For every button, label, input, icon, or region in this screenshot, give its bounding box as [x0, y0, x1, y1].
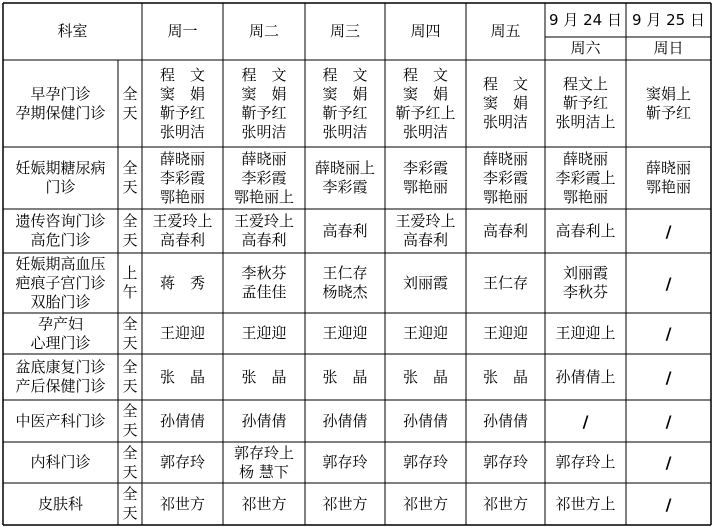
cell-text: 张明洁 — [159, 122, 205, 141]
cell-text: 天 — [122, 231, 138, 249]
cell-text: 高春利 — [241, 231, 287, 249]
doctor-cell-sun — [626, 354, 711, 400]
session-period — [118, 442, 142, 483]
doctor-cell-wed — [305, 253, 385, 313]
doctor-cell-sun — [626, 483, 711, 525]
cell-text: 科室 — [57, 22, 88, 40]
cell-text: / — [665, 367, 672, 387]
cell-text: 全 — [122, 159, 138, 177]
doctor-cell-wed — [305, 313, 385, 354]
cell-text: 薛晓丽 — [159, 149, 205, 168]
doctor-cell-sat — [545, 60, 626, 147]
cell-text: 李秋芬 — [241, 264, 287, 282]
session-period — [118, 354, 142, 400]
cell-text: / — [665, 324, 672, 343]
cell-text: 王仁存 — [322, 264, 368, 282]
doctor-cell-tue — [223, 253, 305, 313]
cell-text: 李彩霞 — [241, 168, 287, 187]
doctor-cell-wed — [305, 400, 385, 442]
doctor-cell-sun — [626, 253, 711, 313]
cell-text: 鄂艳丽 — [482, 187, 528, 206]
cell-text: 产后保健门诊 — [15, 377, 106, 395]
cell-text: 薛晓丽 — [562, 149, 608, 168]
dept-name — [3, 354, 118, 400]
doctor-cell-thu — [385, 354, 466, 400]
cell-text: 祁世方 — [482, 494, 528, 513]
doctor-cell-thu — [385, 483, 466, 525]
doctor-cell-thu — [385, 253, 466, 313]
doctor-cell-mon — [142, 354, 223, 400]
dept-name — [3, 60, 118, 147]
session-period — [118, 483, 142, 525]
cell-text: 内科门诊 — [30, 453, 91, 471]
cell-text: 杨晓杰 — [322, 283, 368, 301]
cell-text: 张 晶 — [159, 367, 205, 386]
cell-text: 盆底康复门诊 — [15, 358, 106, 376]
dept-name — [3, 483, 118, 525]
cell-text: 天 — [122, 178, 138, 196]
cell-text: 孙倩倩 — [322, 411, 368, 430]
header-sun — [626, 37, 711, 60]
doctor-cell-fri — [466, 354, 545, 400]
cell-text: 高春利 — [159, 231, 205, 249]
cell-text: 全 — [122, 84, 138, 103]
cell-text: 高春利 — [482, 221, 528, 240]
doctor-cell-sun — [626, 209, 711, 253]
cell-text: 祁世方 — [241, 494, 287, 513]
cell-text: 天 — [122, 333, 138, 352]
cell-text: 刘丽霞 — [562, 264, 608, 282]
doctor-cell-sat — [545, 400, 626, 442]
cell-text: 郭存玲 — [159, 453, 205, 471]
cell-text: 王迎迎 — [159, 324, 205, 342]
cell-text: 张 晶 — [482, 367, 528, 386]
cell-text: 孙倩倩上 — [555, 367, 616, 386]
cell-text: 靳予红 — [562, 94, 608, 112]
cell-text: 妊娠期糖尿病 — [15, 159, 106, 177]
cell-text: 孟佳佳 — [241, 283, 287, 301]
cell-text: 全 — [122, 485, 138, 503]
header-date-25 — [626, 3, 711, 37]
cell-text: 周四 — [410, 22, 441, 40]
cell-text: 上 — [122, 264, 138, 282]
cell-text: 薛晓丽上 — [314, 159, 375, 177]
doctor-cell-thu — [385, 400, 466, 442]
cell-text: 妊娠期高血压 — [15, 254, 106, 273]
cell-text: 午 — [122, 283, 138, 301]
cell-text: 程 文 — [241, 65, 287, 84]
cell-text: 窦 娟 — [241, 84, 287, 103]
cell-text: 周二 — [248, 22, 279, 40]
cell-text: 程 文 — [402, 65, 448, 84]
doctor-cell-sun — [626, 60, 711, 147]
cell-text: 全 — [122, 314, 138, 333]
cell-text: 周三 — [329, 22, 360, 40]
cell-text: 李彩霞 — [322, 178, 368, 196]
cell-text: 王爱玲上 — [233, 212, 294, 230]
cell-text: 王爱玲上 — [395, 212, 456, 230]
cell-text: 靳予红 — [645, 103, 691, 122]
cell-text: 孙倩倩 — [159, 411, 205, 430]
cell-text: / — [665, 411, 672, 431]
cell-text: 9 月 24 日 — [549, 10, 622, 29]
cell-text: 李彩霞 — [402, 159, 448, 177]
doctor-cell-thu — [385, 313, 466, 354]
cell-text: 窦 娟 — [322, 84, 368, 103]
cell-text: 张明洁 — [482, 113, 528, 131]
cell-text: 郭存玲 — [402, 453, 448, 471]
cell-text: 张 晶 — [241, 367, 287, 386]
cell-text: 全 — [122, 443, 138, 462]
cell-text: 心理门诊 — [30, 333, 91, 352]
cell-text: 鄂艳丽 — [562, 187, 608, 206]
cell-text: 周一 — [167, 22, 198, 40]
doctor-cell-sun — [626, 400, 711, 442]
cell-text: / — [665, 453, 672, 472]
cell-text: 全 — [122, 212, 138, 230]
cell-text: 孙倩倩 — [482, 411, 528, 430]
cell-text: / — [665, 221, 672, 241]
cell-text: 早孕门诊 — [30, 84, 91, 103]
cell-text: 天 — [122, 377, 138, 395]
cell-text: 王爱玲上 — [152, 212, 213, 230]
cell-text: 高危门诊 — [30, 231, 91, 249]
cell-text: 杨 慧下 — [239, 462, 289, 481]
cell-text: 天 — [122, 504, 138, 522]
cell-text: 祁世方 — [322, 494, 368, 513]
cell-text: 鄂艳丽 — [159, 187, 205, 206]
doctor-cell-fri — [466, 147, 545, 209]
cell-text: 张 晶 — [322, 367, 368, 386]
doctor-cell-wed — [305, 354, 385, 400]
doctor-cell-wed — [305, 483, 385, 525]
dept-name — [3, 400, 118, 442]
cell-text: 孙倩倩 — [241, 411, 287, 430]
cell-text: 全 — [122, 358, 138, 376]
dept-name — [3, 209, 118, 253]
doctor-cell-mon — [142, 60, 223, 147]
cell-text: 刘丽霞 — [402, 273, 448, 292]
dept-name — [3, 313, 118, 354]
cell-text: 窦 娟 — [402, 84, 448, 103]
cell-text: 蒋 秀 — [159, 273, 205, 292]
cell-text: 王迎迎 — [402, 324, 448, 342]
doctor-cell-sat — [545, 354, 626, 400]
doctor-cell-sun — [626, 147, 711, 209]
header-mon — [142, 3, 223, 60]
doctor-cell-fri — [466, 442, 545, 483]
cell-text: 张 晶 — [402, 367, 448, 386]
doctor-cell-thu — [385, 60, 466, 147]
cell-text: 薛晓丽 — [645, 159, 691, 177]
doctor-cell-fri — [466, 60, 545, 147]
cell-text: 孙倩倩 — [402, 411, 448, 430]
cell-text: 周五 — [490, 22, 521, 40]
cell-text: 王迎迎 — [482, 324, 528, 342]
cell-text: 王迎迎上 — [555, 324, 616, 342]
doctor-cell-mon — [142, 442, 223, 483]
doctor-cell-fri — [466, 483, 545, 525]
cell-text: 郭存玲上 — [233, 443, 294, 462]
cell-text: 靳予红 — [322, 103, 368, 122]
doctor-cell-mon — [142, 400, 223, 442]
doctor-cell-sat — [545, 483, 626, 525]
cell-text: 靳予红上 — [395, 103, 456, 122]
cell-text: 张明洁上 — [555, 113, 616, 131]
cell-text: 祁世方 — [402, 494, 448, 513]
cell-text: 靳予红 — [159, 103, 205, 122]
doctor-cell-sun — [626, 313, 711, 354]
doctor-cell-fri — [466, 253, 545, 313]
cell-text: 天 — [122, 103, 138, 122]
doctor-cell-tue — [223, 313, 305, 354]
cell-text: 张明洁 — [241, 122, 287, 141]
doctor-cell-wed — [305, 147, 385, 209]
cell-text: 天 — [122, 421, 138, 439]
cell-text: 程 文 — [159, 65, 205, 84]
doctor-cell-fri — [466, 313, 545, 354]
cell-text: 祁世方上 — [555, 494, 616, 513]
header-thu — [385, 3, 466, 60]
header-tue — [223, 3, 305, 60]
session-period — [118, 313, 142, 354]
header-sat — [545, 37, 626, 60]
cell-text: 李彩霞 — [482, 168, 528, 187]
doctor-cell-sun — [626, 442, 711, 483]
cell-text: 郭存玲 — [322, 453, 368, 471]
cell-text: 李彩霞上 — [555, 168, 616, 187]
cell-text: 祁世方 — [159, 494, 205, 513]
header-fri — [466, 3, 545, 60]
doctor-cell-wed — [305, 209, 385, 253]
header-date-24 — [545, 3, 626, 37]
doctor-cell-tue — [223, 60, 305, 147]
session-period — [118, 253, 142, 313]
cell-text: 王仁存 — [482, 273, 528, 292]
doctor-cell-wed — [305, 60, 385, 147]
cell-text: 程文上 — [562, 75, 608, 93]
doctor-cell-wed — [305, 442, 385, 483]
cell-text: 李秋芬 — [562, 283, 608, 301]
cell-text: 薛晓丽 — [482, 149, 528, 168]
cell-text: 张明洁 — [402, 122, 448, 141]
session-period — [118, 209, 142, 253]
doctor-cell-sat — [545, 313, 626, 354]
doctor-cell-tue — [223, 209, 305, 253]
doctor-cell-mon — [142, 483, 223, 525]
session-period — [118, 147, 142, 209]
cell-text: 疤痕子宫门诊 — [15, 273, 106, 292]
cell-text: 鄂艳丽 — [645, 178, 691, 196]
doctor-cell-tue — [223, 442, 305, 483]
cell-text: 窦娟上 — [645, 84, 691, 103]
cell-text: 高春利上 — [555, 221, 616, 240]
cell-text: / — [582, 411, 589, 431]
cell-text: 周六 — [570, 39, 601, 57]
cell-text: 双胎门诊 — [30, 292, 91, 311]
cell-text: 程 文 — [482, 75, 528, 93]
cell-text: 薛晓丽 — [241, 149, 287, 168]
session-period — [118, 60, 142, 147]
dept-name — [3, 442, 118, 483]
cell-text: 郭存玲 — [482, 453, 528, 471]
cell-text: 遗传咨询门诊 — [15, 212, 106, 230]
cell-text: 王迎迎 — [322, 324, 368, 342]
cell-text: / — [665, 494, 672, 514]
cell-text: 高春利 — [402, 231, 448, 249]
cell-text: / — [665, 273, 672, 293]
cell-text: 程 文 — [322, 65, 368, 84]
doctor-cell-sat — [545, 209, 626, 253]
cell-text: 门诊 — [45, 178, 76, 196]
doctor-cell-mon — [142, 313, 223, 354]
doctor-cell-thu — [385, 442, 466, 483]
cell-text: 9 月 25 日 — [632, 10, 705, 29]
doctor-cell-tue — [223, 400, 305, 442]
cell-text: 李彩霞 — [159, 168, 205, 187]
cell-text: 全 — [122, 402, 138, 420]
cell-text: 鄂艳丽上 — [233, 187, 294, 206]
cell-text: 王迎迎 — [241, 324, 287, 342]
dept-name — [3, 253, 118, 313]
doctor-cell-sat — [545, 442, 626, 483]
session-period — [118, 400, 142, 442]
cell-text: 周日 — [653, 39, 684, 57]
cell-text: 皮肤科 — [37, 494, 83, 513]
header-dept — [3, 3, 142, 60]
doctor-cell-tue — [223, 483, 305, 525]
cell-text: 靳予红 — [241, 103, 287, 122]
doctor-cell-fri — [466, 400, 545, 442]
doctor-cell-thu — [385, 147, 466, 209]
cell-text: 张明洁 — [322, 122, 368, 141]
doctor-cell-mon — [142, 253, 223, 313]
cell-text: 孕期保健门诊 — [15, 103, 106, 122]
cell-text: 高春利 — [322, 221, 368, 240]
cell-text: 郭存玲上 — [555, 453, 616, 471]
doctor-cell-mon — [142, 209, 223, 253]
doctor-cell-tue — [223, 354, 305, 400]
cell-text: 窦 娟 — [159, 84, 205, 103]
doctor-cell-sat — [545, 147, 626, 209]
doctor-cell-mon — [142, 147, 223, 209]
cell-text: 中医产科门诊 — [15, 411, 106, 430]
doctor-cell-tue — [223, 147, 305, 209]
header-wed — [305, 3, 385, 60]
cell-text: 窦 娟 — [482, 94, 528, 112]
doctor-cell-sat — [545, 253, 626, 313]
cell-text: 鄂艳丽 — [402, 178, 448, 196]
cell-text: 孕产妇 — [37, 314, 83, 333]
dept-name — [3, 147, 118, 209]
doctor-cell-thu — [385, 209, 466, 253]
doctor-cell-fri — [466, 209, 545, 253]
cell-text: 天 — [122, 462, 138, 481]
